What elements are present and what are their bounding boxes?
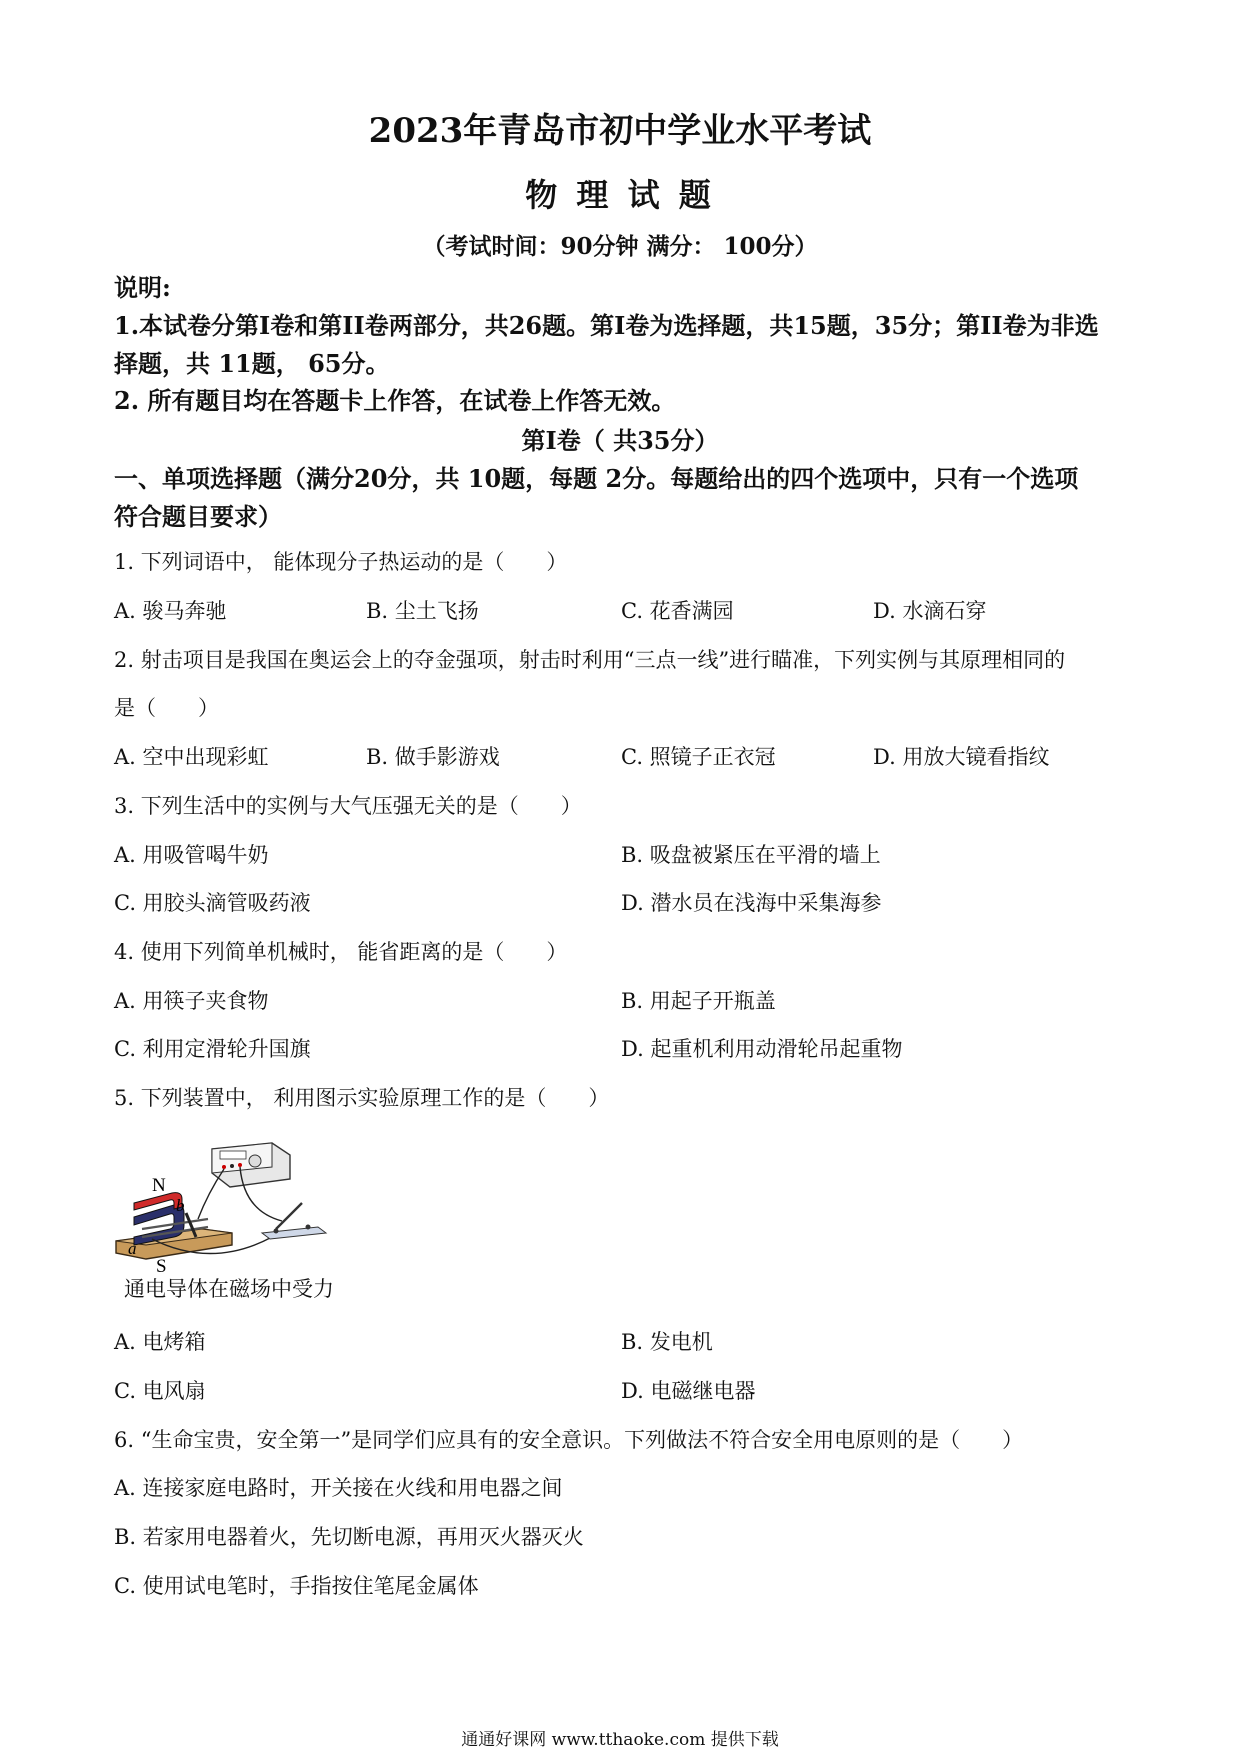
q4-option-b: B. 用起子开瓶盖 [621,989,776,1013]
q1-option-b: B. 尘土飞扬 [366,599,479,623]
magnet-conductor-figure [112,1133,352,1273]
section1-instructions-line-1: 一、单项选择题（满分20分，共 10题，每题 2分。每题给出的四个选项中，只有一个选项 [114,464,1079,493]
q1-option-d: D. 水滴石穿 [873,599,987,623]
section1-instructions-line-2: 符合题目要求） [114,502,282,531]
q2-option-b: B. 做手影游戏 [366,745,500,769]
q2-stem-line-1: 2. 射击项目是我国在奥运会上的夺金强项，射击时利用“三点一线”进行瞄准，下列实例与其原理相同的 [114,648,1066,672]
q5-option-b: B. 发电机 [621,1330,713,1354]
q4-option-c: C. 利用定滑轮升国旗 [114,1037,311,1061]
notes-heading: 说明: [114,273,171,302]
exam-info: （考试时间：90分钟 满分： 100分） [422,233,818,260]
page-footer: 通通好课网 www.tthaoke.com 提供下载 [461,1730,779,1750]
q2-option-a: A. 空中出现彩虹 [114,745,269,769]
q3-option-b: B. 吸盘被紧压在平滑的墙上 [621,843,881,867]
q5-stem: 5. 下列装置中， 利用图示实验原理工作的是（ ） [114,1086,610,1110]
q2-option-d: D. 用放大镜看指纹 [873,745,1050,769]
q5-option-d: D. 电磁继电器 [621,1379,756,1403]
power-supply [212,1143,290,1187]
part1-heading: 第I卷（ 共35分） [521,426,719,455]
q6-option-a: A. 连接家庭电路时，开关接在火线和用电器之间 [114,1476,563,1500]
q5-option-a: A. 电烤箱 [114,1330,206,1354]
q3-stem: 3. 下列生活中的实例与大气压强无关的是（ ） [114,794,582,818]
q3-option-a: A. 用吸管喝牛奶 [114,843,269,867]
q4-option-d: D. 起重机利用动滑轮吊起重物 [621,1037,903,1061]
label-b: b [176,1196,185,1215]
figure-caption: 通电导体在磁场中受力 [124,1277,334,1301]
q5-option-c: C. 电风扇 [114,1379,206,1403]
q2-option-c: C. 照镜子正衣冠 [621,745,776,769]
q6-option-b: B. 若家用电器着火，先切断电源，再用灭火器灭火 [114,1525,584,1549]
q3-option-d: D. 潜水员在浅海中采集海参 [621,891,882,915]
note-1-line-2: 择题，共 11题， 65分。 [114,349,390,378]
exam-title: 2023年青岛市初中学业水平考试 [368,111,872,151]
q3-option-c: C. 用胶头滴管吸药液 [114,891,311,915]
note-2: 2. 所有题目均在答题卡上作答，在试卷上作答无效。 [114,386,676,415]
q2-stem-line-2: 是（ ） [114,696,219,720]
label-n: N [152,1175,166,1196]
q1-option-a: A. 骏马奔驰 [114,599,227,623]
q1-stem: 1. 下列词语中， 能体现分子热运动的是（ ） [114,550,568,574]
label-a: a [128,1239,137,1258]
q4-option-a: A. 用筷子夹食物 [114,989,269,1013]
knife-switch [262,1203,326,1239]
q4-stem: 4. 使用下列简单机械时， 能省距离的是（ ） [114,940,568,964]
q6-stem: 6. “生命宝贵，安全第一”是同学们应具有的安全意识。下列做法不符合安全用电原则的是（ ） [114,1428,1024,1452]
note-1-line-1: 1.本试卷分第I卷和第II卷两部分，共26题。第I卷为选择题，共15题，35分；第II卷为非选 [114,311,1099,340]
q1-option-c: C. 花香满园 [621,599,734,623]
label-s: S [156,1256,167,1273]
subject-title: 物 理 试 题 [525,176,715,214]
q6-option-c: C. 使用试电笔时，手指按住笔尾金属体 [114,1574,479,1598]
